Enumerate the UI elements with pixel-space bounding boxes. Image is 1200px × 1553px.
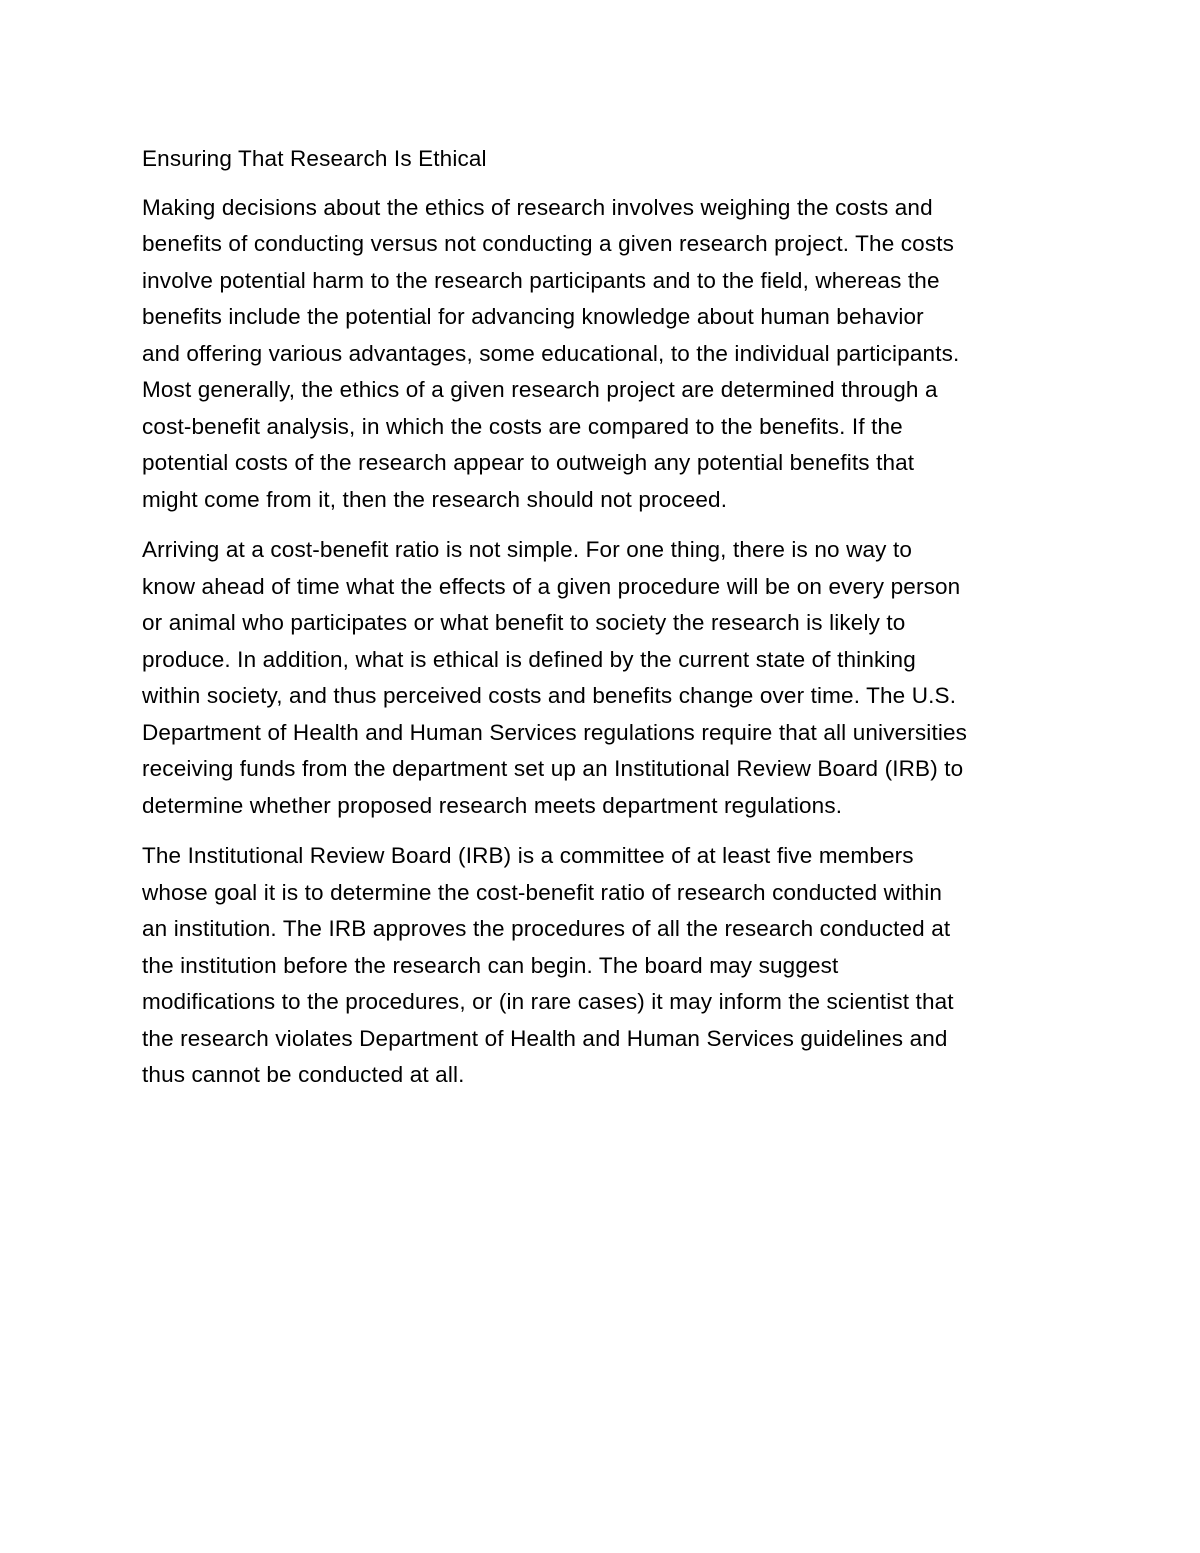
text-line: might come from it, then the research should not proceed. [142, 486, 728, 512]
text-line: involve potential harm to the research participants and to the field, whereas the [142, 267, 940, 293]
text-line: Arriving at a cost-benefit ratio is not simple. For one thing, there is no way to [142, 537, 913, 562]
text-line: thus cannot be conducted at all. [142, 1062, 465, 1087]
text-line: Most generally, the ethics of a given research project are determined through a [142, 377, 938, 402]
text-line: modifications to the procedures, or (in rare cases) it may inform the scientist that [142, 989, 954, 1014]
text-line: benefits include the potential for advancing knowledge about human behavior [142, 304, 924, 329]
text-line: an institution. The IRB approves the procedures of all the research conducted at [142, 916, 951, 941]
text-line: the research violates Department of Health and Human Services guidelines and [142, 1025, 948, 1051]
text-line: the institution before the research can begin. The board may suggest [142, 952, 839, 978]
text-line: determine whether proposed research meets department regulations. [142, 792, 843, 818]
paragraph-3 [142, 838, 1072, 1094]
text-line: Making decisions about the ethics of research involves weighing the costs and [142, 194, 933, 220]
text-line: potential costs of the research appear to outweigh any potential benefits that [142, 450, 915, 475]
text-line: and offering various advantages, some educational, to the individual participants. [142, 340, 960, 366]
text-line: The Institutional Review Board (IRB) is a committee of at least five members [142, 843, 914, 868]
text-line: benefits of conducting versus not conducting a given research project. The costs [142, 231, 955, 256]
document-title: Ensuring That Research Is Ethical [142, 146, 487, 171]
text-line: within society, and thus perceived costs and benefits change over time. The U.S. [142, 683, 957, 708]
text-line: Department of Health and Human Services regulations require that all universities [142, 719, 968, 745]
paragraph-2 [142, 532, 1072, 824]
document-body [142, 141, 1072, 1108]
paragraph-1 [142, 190, 1072, 519]
text-line: produce. In addition, what is ethical is defined by the current state of thinking [142, 646, 916, 672]
text-line: know ahead of time what the effects of a given procedure will be on every person [142, 573, 961, 599]
text-line: whose goal it is to determine the cost-benefit ratio of research conducted within [142, 879, 943, 905]
text-line: cost-benefit analysis, in which the costs are compared to the benefits. If the [142, 413, 903, 439]
text-line: or animal who participates or what benefit to society the research is likely to [142, 610, 906, 635]
text-line: receiving funds from the department set up an Institutional Review Board (IRB) to [142, 756, 964, 781]
